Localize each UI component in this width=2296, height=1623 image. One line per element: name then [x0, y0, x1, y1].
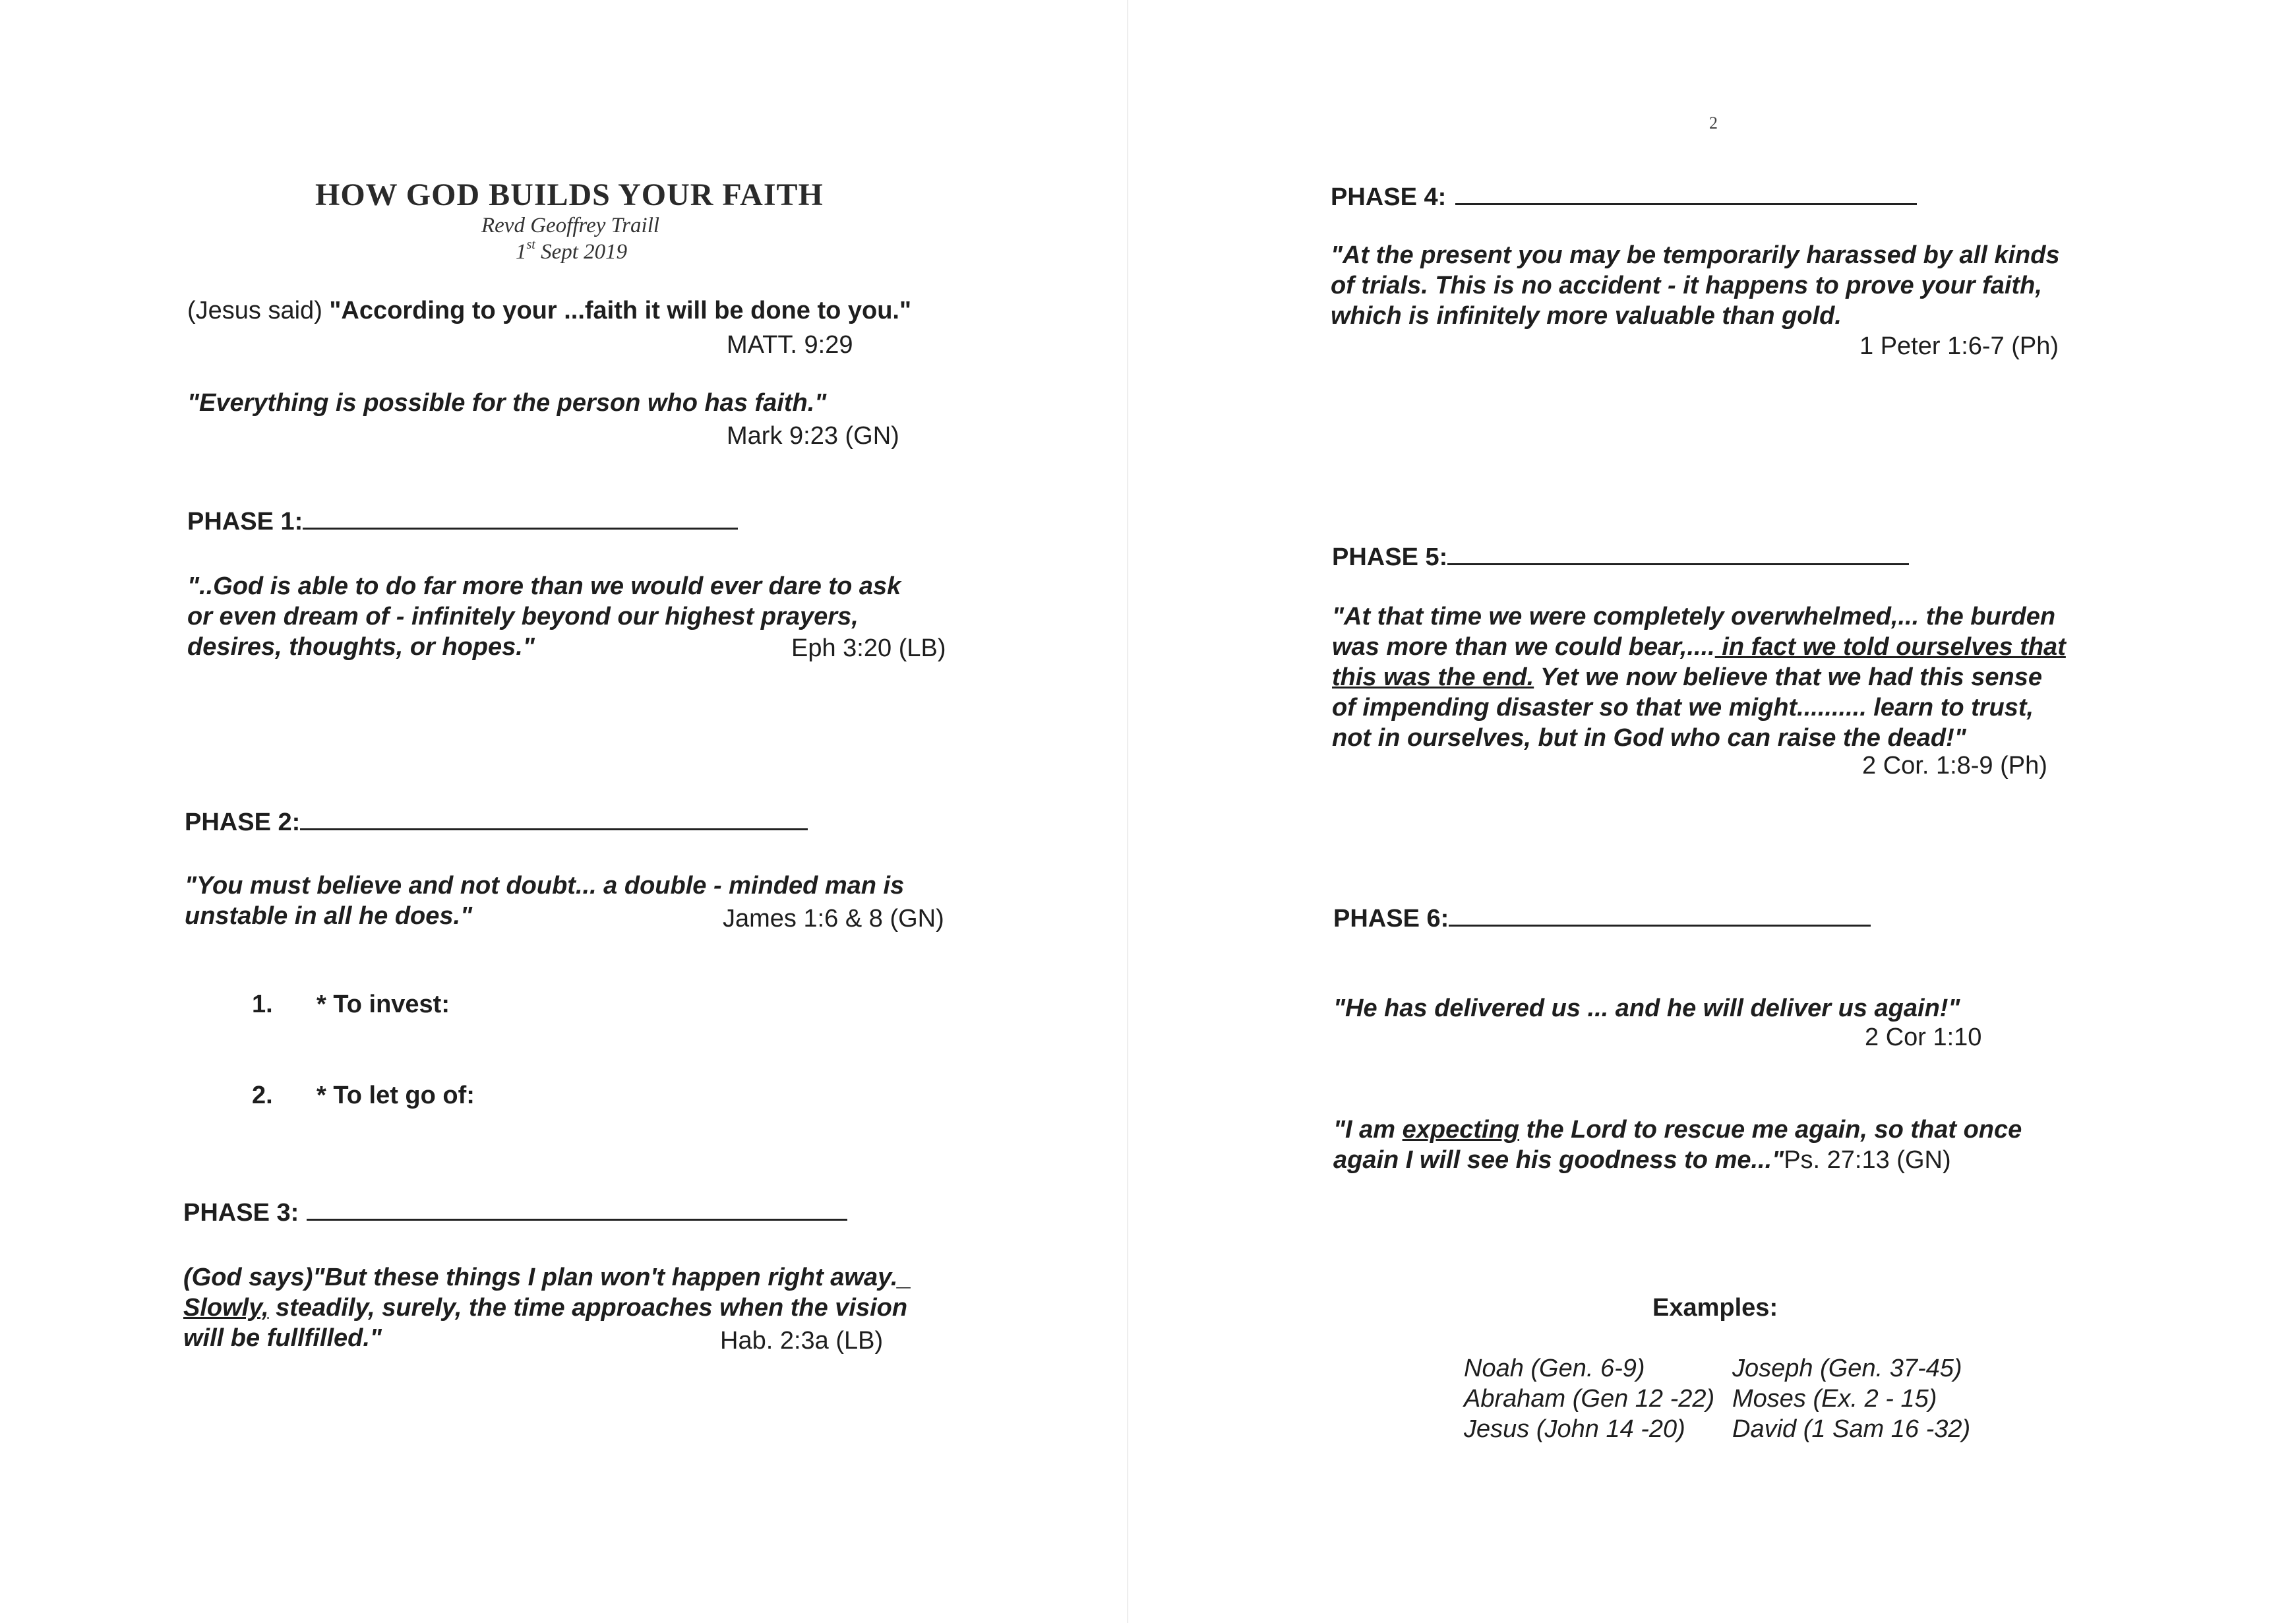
phase-5-underlined: this was the end. [1332, 663, 1534, 691]
quote-mark: "Everything is possible for the person who has faith." [187, 389, 827, 417]
quote-matthew [187, 297, 911, 325]
phase-3-line-rest: steadily, surely, the time approaches when the vision [268, 1294, 908, 1322]
phase-6-text: the Lord to rescue me again, so that once [1519, 1116, 2022, 1144]
phase-3-quote-line: will be fullfilled." [183, 1324, 382, 1352]
phase-6-label: PHASE 6: [1333, 905, 1449, 933]
phase-1-heading [187, 506, 738, 536]
quote-mark-ref: Mark 9:23 (GN) [727, 422, 899, 450]
page-number: 2 [1709, 113, 1718, 133]
example-entry: David (1 Sam 16 -32) [1732, 1415, 1971, 1443]
list-item-number: 2. [252, 1082, 273, 1109]
phase-5-ref: 2 Cor. 1:8-9 (Ph) [1862, 752, 2047, 780]
phase-2-quote-line: unstable in all he does." [185, 902, 473, 930]
date-day: 1 [516, 240, 527, 264]
phase-3-heading [183, 1198, 847, 1227]
phase-5-quote-line [1332, 632, 2066, 662]
phase-4-ref: 1 Peter 1:6-7 (Ph) [1859, 332, 2059, 360]
phase-4-quote-line: "At the present you may be temporarily harassed by all kinds [1331, 241, 2060, 269]
phase-1-quote-line: desires, thoughts, or hopes." [187, 633, 535, 661]
phase-6-ref: Ps. 27:13 (GN) [1784, 1146, 1951, 1174]
phase-2-heading [185, 807, 808, 837]
phase-6-text: again I will see his goodness to me..." [1333, 1146, 1784, 1174]
phase-6-heading [1333, 903, 1871, 933]
phase-5-text: Yet we now believe that we had this sense [1534, 663, 2042, 691]
phase-2-blank [300, 807, 808, 830]
phase-6-quote-line [1333, 1145, 1951, 1175]
author-name: Revd Geoffrey Traill [481, 214, 660, 237]
phase-4-label: PHASE 4: [1331, 183, 1447, 211]
phase-5-quote-line: "At that time we were completely overwhelmed,... the burden [1332, 603, 2056, 630]
phase-1-quote-line: "..God is able to do far more than we would ever dare to ask [187, 572, 901, 600]
document-date [516, 237, 628, 264]
phase-5-underlined: in fact we told ourselves that [1714, 633, 2066, 661]
phase-1-quote-line: or even dream of - infinitely beyond our highest prayers, [187, 603, 859, 630]
example-entry: Abraham (Gen 12 -22) [1464, 1385, 1715, 1413]
phase-6-quote-line [1333, 1115, 2022, 1145]
quote-matthew-text: "According to your ...faith it will be done to you." [329, 297, 911, 324]
date-suffix: st [526, 237, 535, 252]
example-entry: Moses (Ex. 2 - 15) [1732, 1385, 1937, 1413]
example-entry: Jesus (John 14 -20) [1464, 1415, 1685, 1443]
examples-heading: Examples: [1652, 1294, 1778, 1322]
document-title: HOW GOD BUILDS YOUR FAITH [315, 177, 824, 212]
phase-5-quote-line: not in ourselves, but in God who can raise the dead!" [1332, 724, 1966, 752]
phase-5-quote-line: of impending disaster so that we might.......... learn to trust, [1332, 694, 2034, 721]
date-rest: Sept 2019 [535, 240, 628, 264]
phase-3-blank [307, 1198, 847, 1221]
phase-6-ref: 2 Cor 1:10 [1865, 1024, 1982, 1051]
phase-4-heading [1331, 182, 1917, 212]
left-page [0, 0, 1128, 1623]
phase-3-quote-line [183, 1293, 907, 1323]
phase-1-blank [303, 506, 738, 530]
phase-6-text: "I am [1333, 1116, 1403, 1144]
phase-5-quote-line [1332, 662, 2042, 692]
phase-5-heading [1332, 542, 1909, 572]
phase-5-label: PHASE 5: [1332, 543, 1448, 571]
example-entry: Joseph (Gen. 37-45) [1732, 1355, 1962, 1382]
phase-1-ref: Eph 3:20 (LB) [791, 634, 946, 662]
quote-matthew-prefix: (Jesus said) [187, 297, 330, 324]
phase-6-underlined: expecting [1402, 1116, 1520, 1144]
phase-2-quote-line: "You must believe and not doubt... a double - minded man is [185, 872, 905, 900]
list-item-text: * To invest: [317, 991, 450, 1018]
list-item-text: * To let go of: [317, 1082, 475, 1109]
example-entry: Noah (Gen. 6-9) [1464, 1355, 1645, 1382]
phase-3-label: PHASE 3: [183, 1199, 299, 1227]
phase-6-quote: "He has delivered us ... and he will deliver us again!" [1333, 995, 1960, 1022]
phase-2-label: PHASE 2: [185, 809, 301, 836]
list-item-number: 1. [252, 991, 273, 1018]
right-page [1129, 0, 2296, 1623]
phase-1-label: PHASE 1: [187, 508, 303, 536]
phase-3-ref: Hab. 2:3a (LB) [720, 1327, 884, 1355]
phase-4-quote-line: which is infinitely more valuable than gold. [1331, 302, 1842, 330]
phase-3-underlined: Slowly, [183, 1294, 269, 1322]
phase-4-quote-line: of trials. This is no accident - it happens to prove your faith, [1331, 272, 2042, 299]
phase-6-blank [1449, 903, 1871, 927]
phase-2-ref: James 1:6 & 8 (GN) [723, 905, 944, 933]
phase-4-blank [1455, 182, 1917, 205]
phase-3-quote-line: (God says)"But these things I plan won't happen right away._ [183, 1264, 912, 1291]
phase-5-text: was more than we could bear,.... [1332, 633, 1715, 661]
quote-matthew-ref: MATT. 9:29 [727, 331, 853, 359]
phase-5-blank [1447, 542, 1909, 565]
